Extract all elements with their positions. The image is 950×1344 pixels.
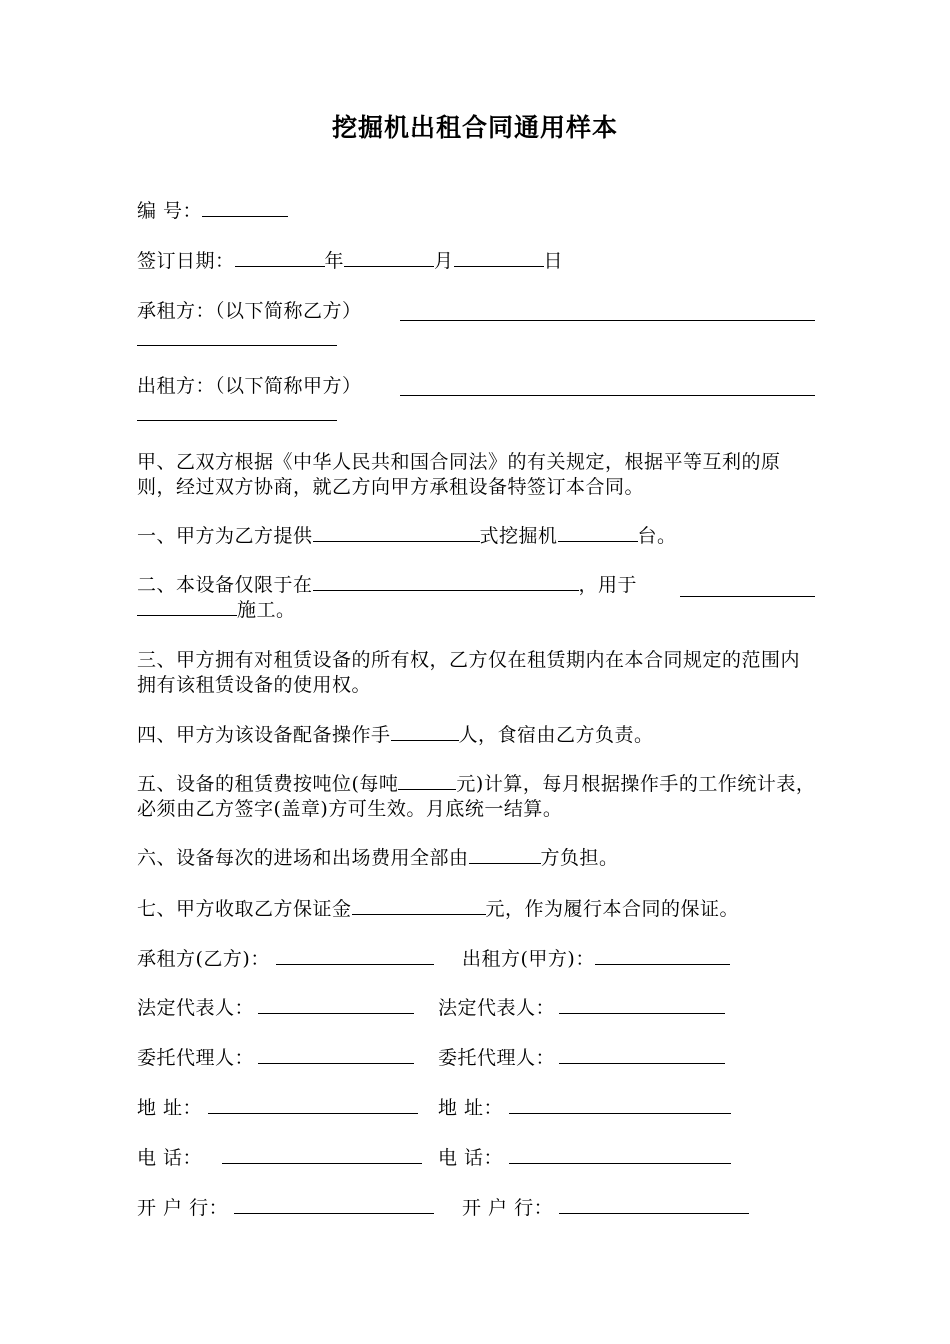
clause-2-text-c: 施工。 (237, 599, 296, 621)
lessor-bank (462, 1197, 749, 1219)
clause-4 (137, 724, 654, 746)
year-label: 年 (324, 250, 345, 272)
clause-5 (137, 772, 817, 822)
quantity-blank (558, 525, 638, 542)
number-label: 编 号： (137, 200, 203, 222)
model-blank (313, 525, 480, 542)
clause-1 (137, 525, 677, 547)
preamble-paragraph: 甲、乙双方根据《中华人民共和国合同法》的有关规定，根据平等互利的原则，经过双方协商，就乙方向甲方承租设备特签订本合同。 (137, 451, 781, 498)
lessee-legal-rep-label: 法定代表人： (137, 997, 255, 1019)
lessor-address-label: 地 址： (438, 1097, 504, 1119)
lessor-agent (438, 1047, 725, 1069)
lessor-legal-rep (438, 997, 725, 1019)
lessee-bank (137, 1197, 434, 1219)
document-title: 挖掘机出租合同通用样本 (331, 113, 618, 142)
clause-4-text-b: 人，食宿由乙方负责。 (458, 724, 654, 746)
lessor-phone-blank (509, 1147, 731, 1164)
lessee-bank-label: 开 户 行： (137, 1197, 229, 1219)
clause-1-text-b: 式挖掘机 (479, 525, 558, 547)
lessee-agent (137, 1047, 414, 1069)
clause-6 (137, 847, 619, 869)
lessee-line (137, 300, 362, 322)
lessor-bank-blank (559, 1197, 749, 1214)
lessee-phone-blank (222, 1147, 422, 1164)
lessee-blank-1 (400, 320, 815, 321)
sign-date-line (137, 250, 563, 272)
purpose-blank-2 (137, 599, 237, 616)
clause-1-text-c: 台。 (637, 525, 677, 547)
lessee-phone-label: 电 话： (137, 1147, 203, 1169)
clause-2-text-b: ，用于 (578, 574, 638, 596)
lessee-agent-label: 委托代理人： (137, 1047, 255, 1069)
day-blank (454, 250, 544, 267)
lessee-agent-blank (258, 1047, 414, 1064)
number-line (137, 200, 288, 222)
lessor-agent-blank (559, 1047, 725, 1064)
lessor-address (438, 1097, 731, 1119)
lessor-blank-2 (137, 420, 337, 421)
lessee-address (137, 1097, 418, 1119)
clause-7 (137, 898, 739, 920)
deposit-blank (352, 898, 486, 915)
lessor-signature (462, 948, 730, 970)
year-blank (235, 250, 325, 267)
lessor-legal-rep-label: 法定代表人： (438, 997, 556, 1019)
clause-5-text-a: 五、设备的租赁费按吨位(每吨 (137, 773, 399, 795)
lessee-label: 承租方：（以下简称乙方） (137, 300, 362, 322)
clause-2-cont (137, 599, 296, 621)
lessor-phone-label: 电 话： (438, 1147, 504, 1169)
lessor-sign-label: 出租方(甲方)： (462, 948, 595, 970)
clause-5-text-b: 元)计算，每月根据操作手的工作统计表，必须由乙方签字(盖章)方可生效。月底统一结算。 (137, 773, 816, 820)
clause-4-text-a: 四、甲方为该设备配备操作手 (137, 724, 391, 746)
rate-blank (398, 773, 456, 790)
lessor-sign-blank (595, 948, 730, 965)
operator-blank (391, 724, 459, 741)
clause-3: 三、甲方拥有对租赁设备的所有权，乙方仅在租赁期内在本合同规定的范围内拥有该租赁设备的使用权。 (137, 649, 801, 696)
lessee-sign-label: 承租方(乙方)： (137, 948, 270, 970)
clause-2-text-a: 二、本设备仅限于在 (137, 574, 313, 596)
clause-6-text-b: 方负担。 (540, 847, 619, 869)
lessee-blank-2 (137, 345, 337, 346)
lessor-phone (438, 1147, 731, 1169)
lessee-address-label: 地 址： (137, 1097, 203, 1119)
lessee-legal-rep (137, 997, 414, 1019)
lessor-agent-label: 委托代理人： (438, 1047, 556, 1069)
party-blank (469, 847, 541, 864)
lessee-sign-blank (276, 948, 434, 965)
month-blank (344, 250, 434, 267)
lessor-address-blank (509, 1097, 731, 1114)
clause-7-text-b: 元，作为履行本合同的保证。 (485, 898, 740, 920)
lessee-bank-blank (234, 1197, 434, 1214)
lessor-blank-1 (400, 395, 815, 396)
lessor-label: 出租方：（以下简称甲方） (137, 375, 362, 397)
lessee-address-blank (208, 1097, 418, 1114)
day-label: 日 (543, 250, 564, 272)
sign-date-label: 签订日期： (137, 250, 235, 272)
lessor-legal-rep-blank (559, 997, 725, 1014)
lessor-bank-label: 开 户 行： (462, 1197, 554, 1219)
number-blank (202, 200, 288, 217)
clause-6-text-a: 六、设备每次的进场和出场费用全部由 (137, 847, 469, 869)
clause-2 (137, 574, 637, 596)
lessee-signature (137, 948, 434, 970)
clause-1-text-a: 一、甲方为乙方提供 (137, 525, 313, 547)
lessor-line (137, 375, 362, 397)
purpose-blank-1 (680, 596, 815, 597)
month-label: 月 (434, 250, 454, 272)
clause-7-text-a: 七、甲方收取乙方保证金 (137, 898, 352, 920)
location-blank (313, 574, 579, 591)
lessee-phone (137, 1147, 422, 1169)
lessee-legal-rep-blank (258, 997, 414, 1014)
